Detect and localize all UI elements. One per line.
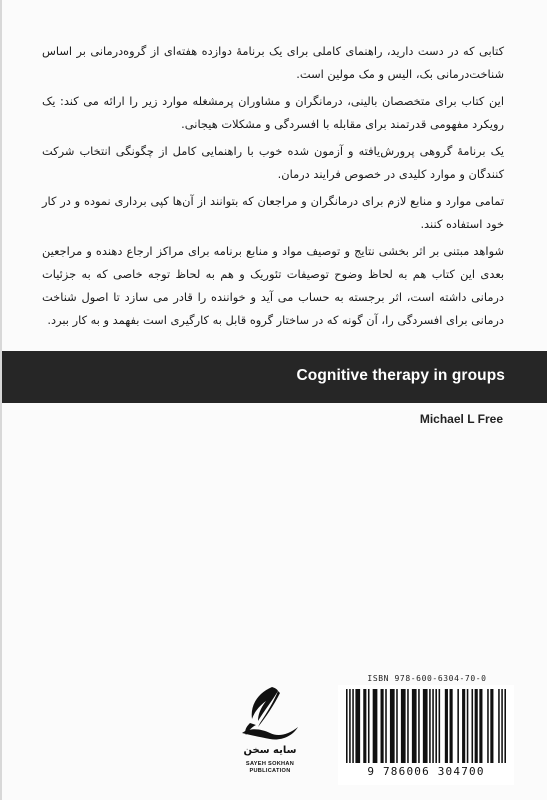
title-band	[2, 351, 547, 403]
description-paragraph: تمامی موارد و منابع لازم برای درمانگران و مراجعان که بتوانند از آن‌ها کپی برداری نموده و در کار خود استفاده کنند.	[42, 194, 504, 231]
barcode-bar	[457, 689, 459, 763]
publisher-name-latin-line2: PUBLICATION	[249, 768, 291, 774]
barcode-bar	[390, 689, 395, 763]
description-paragraph: یک برنامهٔ گروهی پرورش‌یافته و آزمون شده خوب با راهنمایی کامل از چگونگی انتخاب شرکت کنندگان و موارد کلیدی در خصوص فرایند درمان.	[42, 144, 504, 181]
barcode-bar	[401, 689, 406, 763]
barcode-bar	[490, 689, 493, 763]
barcode-bar	[423, 689, 428, 763]
barcode-bar	[349, 689, 351, 763]
book-author: Michael L Free	[419, 412, 503, 426]
barcode-bar	[368, 689, 370, 763]
barcode	[338, 685, 514, 785]
publisher-logo	[228, 683, 312, 781]
barcode-digits: 9 786006 304700	[367, 765, 485, 778]
barcode-bar	[487, 689, 489, 763]
barcode-bars	[344, 689, 508, 765]
barcode-bar	[450, 689, 453, 763]
barcode-bar	[462, 689, 465, 763]
book-title: Cognitive therapy in groups	[296, 367, 505, 384]
barcode-bar	[432, 689, 434, 763]
publisher-name-latin	[228, 761, 312, 775]
barcode-bar	[363, 689, 366, 763]
barcode-bar	[355, 689, 360, 763]
barcode-bar	[471, 689, 473, 763]
barcode-bar	[429, 689, 431, 763]
publisher-name-persian: سایه سخن	[243, 745, 297, 756]
isbn-label: ISBN 978-600-6304-70-0	[367, 674, 487, 683]
barcode-bar	[385, 689, 387, 763]
description-paragraph: شواهد مبتنی بر اثر بخشی نتایج و توصیف مواد و منابع برنامه برای مراکز ارجاع دهنده و مراجعین بعدی این کتاب هم به لحاظ وضوح توصیفات تئوریک و هم به لحاظ توجه خاصی که به جزئیات درمانی داشته است، اثر برجسته به حساب می آید و خواننده را قادر می سازد تا اصول شناخت درمانی برای افسردگی را، آن گونه که در ساختار گروه قابل به کارگیری است بفهمد و به کار ببرد.	[42, 244, 504, 327]
barcode-bar	[412, 689, 417, 763]
barcode-bar	[504, 689, 506, 763]
publisher-name-latin-line1: SAYEH SOKHAN	[245, 761, 295, 767]
barcode-bar	[373, 689, 378, 763]
barcode-bar	[407, 689, 409, 763]
barcode-bar	[475, 689, 478, 763]
barcode-bar	[439, 689, 441, 763]
barcode-bar	[418, 689, 420, 763]
barcode-bar	[435, 689, 437, 763]
barcode-bar	[501, 689, 503, 763]
feather-logo-icon	[228, 683, 312, 745]
barcode-bar	[381, 689, 384, 763]
barcode-bar	[346, 689, 348, 763]
description-paragraph: کتابی که در دست دارید، راهنمای کاملی برای یک برنامهٔ دوازده هفته‌ای از گروه‌درمانی بر اساس شناخت‌درمانی بک، الیس و مک مولین است.	[42, 44, 504, 81]
description-block	[42, 40, 504, 336]
barcode-bar	[352, 689, 354, 763]
description-paragraph: این کتاب برای متخصصان بالینی، درمانگران و مشاوران پرمشغله موارد زیر را ارائه می کند: یک رویکرد مفهومی قدرتمند برای مقابله با افسردگی و مشکلات هیجانی.	[42, 94, 504, 131]
barcode-bar	[498, 689, 500, 763]
barcode-bar	[396, 689, 398, 763]
barcode-bar	[445, 689, 448, 763]
barcode-bar	[479, 689, 482, 763]
barcode-bar	[467, 689, 469, 763]
